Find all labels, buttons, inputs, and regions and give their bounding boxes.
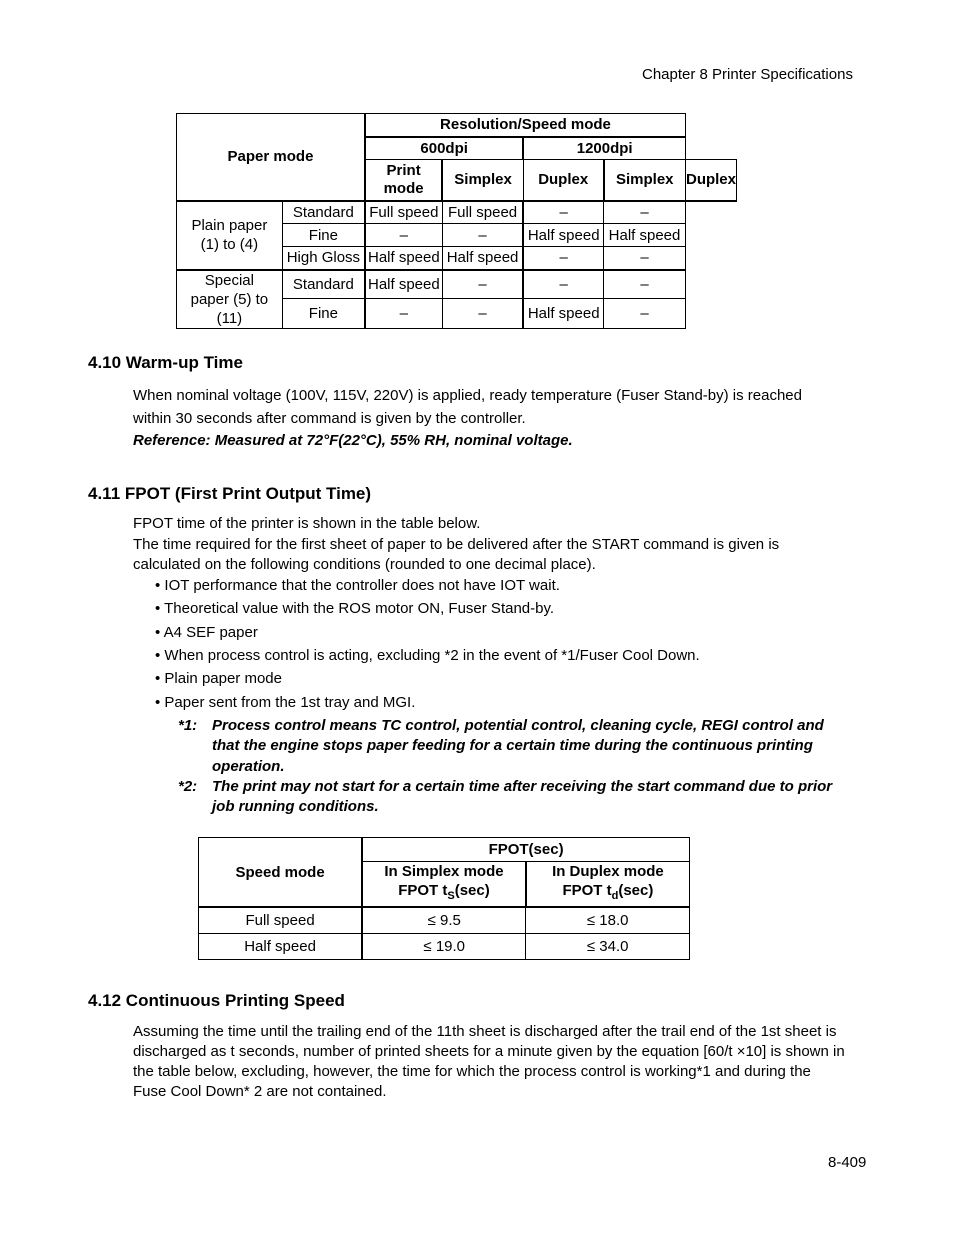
bullet-item: • A4 SEF paper: [155, 624, 258, 641]
section-4-11-title: 4.11 FPOT (First Print Output Time): [88, 484, 372, 503]
bullet-item: • When process control is acting, excluding *2 in the event of *1/Fuser Cool Down.: [155, 647, 700, 664]
section-4-10-line2: within 30 seconds after command is given by the controller.: [133, 410, 526, 427]
table-cell: ≤ 19.0: [362, 933, 526, 959]
bullet-item: • Theoretical value with the ROS motor ON, Fuser Stand-by.: [155, 600, 555, 617]
note-1-mark: *1:: [178, 717, 198, 734]
table-cell: –: [604, 299, 686, 328]
simplex-subscript: S: [447, 890, 455, 902]
note-2-mark: *2:: [178, 778, 198, 795]
table-cell: ≤ 18.0: [526, 907, 690, 933]
group-plain-paper: Plain paper (1) to (4): [177, 201, 283, 270]
section-4-12-line: the table below, excluding, however, the time for which the process control is working*1 and during the: [133, 1063, 811, 1080]
dpi600-header: 600dpi: [365, 137, 523, 160]
table-cell: Fine: [282, 224, 365, 247]
group-special-paper: Special paper (5) to (11): [177, 270, 283, 329]
table-cell: –: [604, 247, 686, 270]
table-cell: Standard: [282, 201, 365, 224]
simplex-fpot-header: [362, 862, 526, 908]
res-speed-header: Resolution/Speed mode: [365, 114, 686, 137]
note-2-line: The print may not start for a certain time after receiving the start command due to prior: [212, 778, 833, 795]
duplex-600-header: Duplex: [523, 160, 603, 201]
bullet-item: • Plain paper mode: [155, 670, 282, 687]
table-cell: High Gloss: [282, 247, 365, 270]
table-cell: –: [442, 270, 523, 299]
speed-mode-header: Speed mode: [199, 838, 363, 908]
table-cell: ≤ 34.0: [526, 933, 690, 959]
table-cell: Half speed: [365, 270, 442, 299]
note-1-line: operation.: [212, 758, 285, 775]
duplex-header-line2: FPOT t: [562, 882, 612, 899]
table-cell: –: [442, 299, 523, 328]
table-cell: Full speed: [199, 907, 363, 933]
print-mode-header: Print mode: [365, 160, 442, 201]
resolution-speed-table: [176, 113, 737, 329]
duplex-subscript: d: [611, 890, 619, 902]
duplex-header-line1: In Duplex mode: [552, 863, 664, 880]
simplex-unit: (sec): [454, 882, 490, 899]
simplex-1200-header: Simplex: [604, 160, 686, 201]
duplex-fpot-header: [526, 862, 690, 908]
table-cell: –: [442, 224, 523, 247]
page-number: 8-409: [828, 1154, 867, 1171]
table-cell: –: [604, 201, 686, 224]
table-cell: Full speed: [365, 201, 442, 224]
section-4-12-title: 4.12 Continuous Printing Speed: [88, 991, 345, 1010]
section-4-12-line: Fuse Cool Down* 2 are not contained.: [133, 1083, 387, 1100]
section-4-12-line: Assuming the time until the trailing end of the 11th sheet is discharged after the trail end of the 1st sheet is: [133, 1023, 837, 1040]
table-cell: Half speed: [523, 299, 603, 328]
note-1-line: Process control means TC control, potential control, cleaning cycle, REGI control and: [212, 717, 824, 734]
duplex-1200-header: Duplex: [685, 160, 736, 201]
table-cell: –: [365, 224, 442, 247]
duplex-unit: (sec): [618, 882, 654, 899]
simplex-header-line2: FPOT t: [398, 882, 448, 899]
table-cell: ≤ 9.5: [362, 907, 526, 933]
table-cell: Fine: [282, 299, 365, 328]
section-4-12-line: discharged as t seconds, number of printed sheets for a minute given by the equation [60/t ×10] is shown in: [133, 1043, 845, 1060]
bullet-item: • IOT performance that the controller does not have IOT wait.: [155, 577, 560, 594]
section-4-11-line2: The time required for the first sheet of paper to be delivered after the START command is given is: [133, 536, 780, 553]
table-cell: Half speed: [442, 247, 523, 270]
section-4-10-reference: Reference: Measured at 72°F(22°C), 55% RH, nominal voltage.: [133, 432, 573, 449]
table-cell: –: [523, 201, 603, 224]
section-4-10-line1: When nominal voltage (100V, 115V, 220V) is applied, ready temperature (Fuser Stand-by) is reached: [133, 387, 802, 404]
table-cell: –: [523, 270, 603, 299]
note-1-line: that the engine stops paper feeding for a certain time during the continuous printing: [212, 737, 813, 754]
section-4-11-line3: calculated on the following conditions (rounded to one decimal place).: [133, 556, 596, 573]
paper-mode-header: Paper mode: [177, 114, 365, 201]
simplex-600-header: Simplex: [442, 160, 523, 201]
table-cell: Half speed: [604, 224, 686, 247]
table-cell: –: [365, 299, 442, 328]
page-header: Chapter 8 Printer Specifications: [642, 66, 853, 83]
dpi1200-header: 1200dpi: [523, 137, 685, 160]
table-cell: Full speed: [442, 201, 523, 224]
fpot-table: [198, 837, 690, 960]
section-4-10-title: 4.10 Warm-up Time: [88, 353, 243, 372]
simplex-header-line1: In Simplex mode: [384, 863, 504, 880]
bullet-item: • Paper sent from the 1st tray and MGI.: [155, 694, 416, 711]
table-cell: Half speed: [523, 224, 603, 247]
table-cell: Half speed: [199, 933, 363, 959]
fpot-header: FPOT(sec): [362, 838, 689, 862]
table-cell: –: [523, 247, 603, 270]
table-cell: –: [604, 270, 686, 299]
table-cell: Standard: [282, 270, 365, 299]
section-4-11-line1: FPOT time of the printer is shown in the table below.: [133, 515, 481, 532]
note-2-line: job running conditions.: [212, 798, 379, 815]
table-cell: Half speed: [365, 247, 442, 270]
